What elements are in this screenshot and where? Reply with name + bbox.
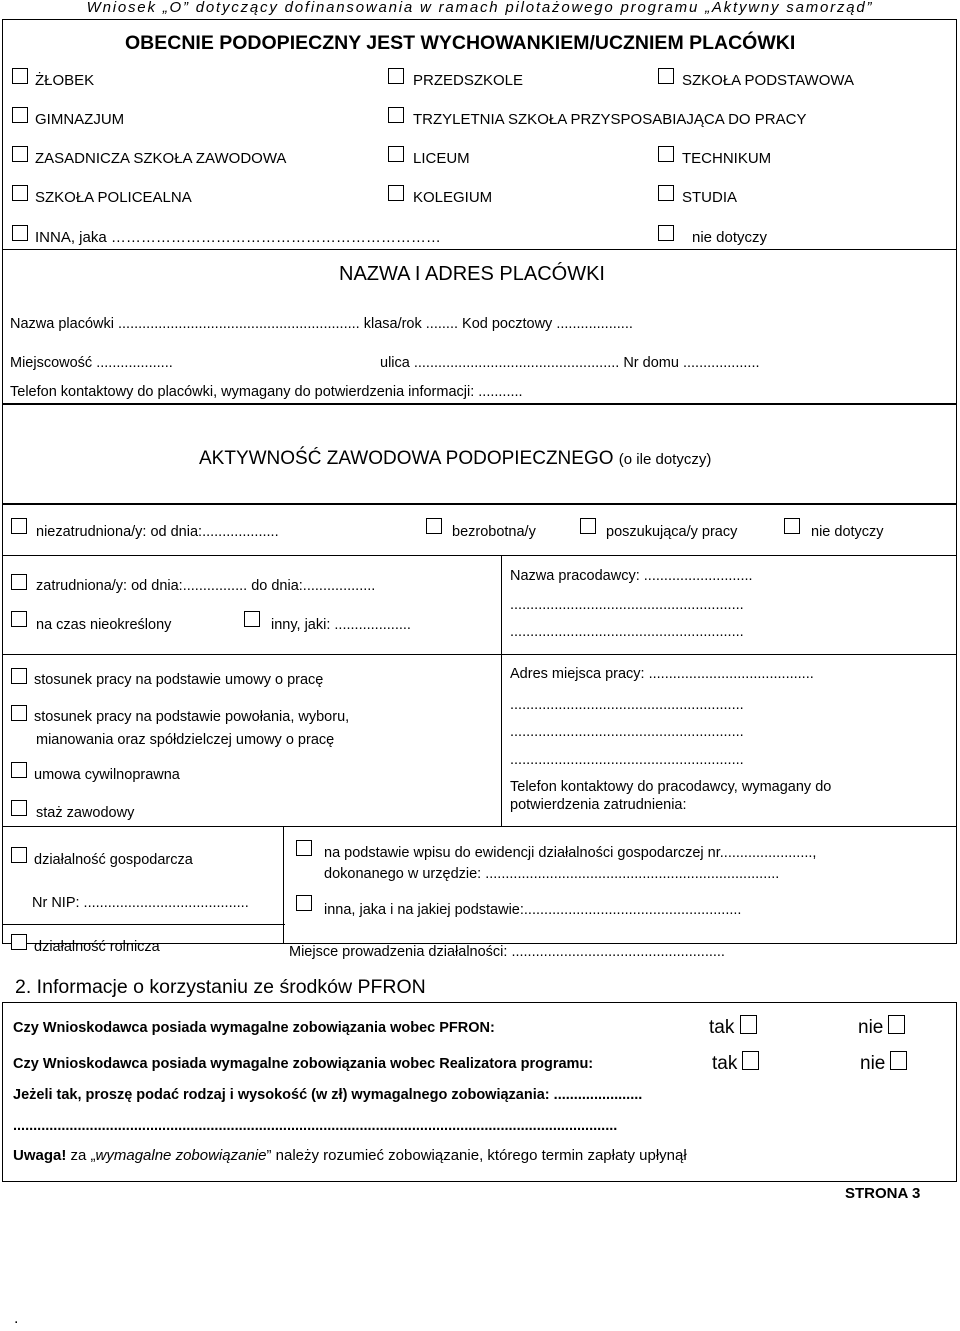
label-nie-dotyczy-placowka: nie dotyczy: [692, 229, 768, 246]
note-text-b: wymagalne zobowiązanie: [95, 1147, 267, 1164]
label-cywilnoprawna: umowa cywilnoprawna: [34, 767, 180, 783]
workplace-dots2: ..........................................................: [510, 724, 744, 740]
label-wpis-ewidencja-b: dokonanego w urzędzie: .........................................................................: [324, 866, 780, 882]
employer-phone-a: Telefon kontaktowy do pracodawcy, wymagany do: [510, 779, 832, 795]
page-number: STRONA 3: [845, 1185, 921, 1202]
label-inna-podstawa: inna, jaka i na jakiej podstawie:......................................................: [324, 902, 742, 918]
activity-note: (o ile dotyczy): [618, 451, 712, 468]
checkbox-nie-dotyczy-aktywnosc[interactable]: [784, 518, 800, 534]
label-powolanie-a: stosunek pracy na podstawie powołania, wyboru,: [34, 709, 350, 725]
checkbox-powolanie[interactable]: [11, 705, 27, 721]
divider: [2, 826, 957, 827]
label-zlobek: ŻŁOBEK: [35, 72, 95, 89]
checkbox-zasadnicza[interactable]: [12, 146, 28, 162]
document-header: Wniosek „O” dotyczący dofinansowania w ramach pilotażowego programu „Aktywny samorząd”: [86, 0, 874, 16]
employer-name: Nazwa pracodawcy: ...........................: [510, 568, 753, 584]
checkbox-szkola-podstawowa[interactable]: [658, 68, 674, 84]
employer-name-dots1: ..........................................................: [510, 597, 744, 613]
label-niezatrudniona: niezatrudniona/y: od dnia:...................: [36, 524, 279, 540]
note-text-a: za „: [66, 1147, 96, 1164]
label-policealna: SZKOŁA POLICEALNA: [35, 189, 192, 206]
pfron-q2-no-label: nie: [860, 1053, 886, 1074]
checkbox-czas-nieokreslony[interactable]: [11, 611, 27, 627]
checkbox-dzialalnosc-rolnicza[interactable]: [11, 934, 27, 950]
institution-name-line: Nazwa placówki ............................................................ klasa/rok ........ Kod pocztowy ...................: [10, 316, 633, 332]
label-staz: staż zawodowy: [36, 805, 135, 821]
note-label: Uwaga!: [13, 1147, 67, 1164]
checkbox-poszukujaca[interactable]: [580, 518, 596, 534]
label-inna: INNA, jaka …………………………………………………………: [35, 229, 441, 246]
checkbox-pfron-q2-yes[interactable]: [742, 1051, 759, 1070]
checkbox-trzyletnia[interactable]: [388, 107, 404, 123]
label-bezrobotna: bezrobotna/y: [452, 524, 536, 540]
checkbox-staz[interactable]: [11, 800, 27, 816]
checkbox-pfron-q2-no[interactable]: [890, 1051, 907, 1070]
business-place: Miejsce prowadzenia działalności: .....................................................: [289, 944, 725, 960]
checkbox-policealna[interactable]: [12, 185, 28, 201]
checkbox-inna-podstawa[interactable]: [296, 895, 312, 911]
checkbox-przedszkole[interactable]: [388, 68, 404, 84]
checkbox-liceum[interactable]: [388, 146, 404, 162]
divider: [2, 249, 957, 250]
checkbox-dzialalnosc-gospodarcza[interactable]: [11, 847, 27, 863]
checkbox-kolegium[interactable]: [388, 185, 404, 201]
label-umowa-o-prace: stosunek pracy na podstawie umowy o pracę: [34, 672, 324, 688]
label-czas-nieokreslony: na czas nieokreślony: [36, 617, 172, 633]
institution-title: OBECNIE PODOPIECZNY JEST WYCHOWANKIEM/UCZNIEM PLACÓWKI: [125, 32, 796, 54]
checkbox-cywilnoprawna[interactable]: [11, 762, 27, 778]
checkbox-inny[interactable]: [244, 611, 260, 627]
pfron-section-title: 2. Informacje o korzystaniu ze środków PFRON: [15, 976, 426, 998]
label-inny: inny, jaki: ...................: [271, 617, 411, 633]
pfron-question-2: Czy Wnioskodawca posiada wymagalne zobowiązania wobec Realizatora programu:: [13, 1056, 594, 1072]
label-gimnazjum: GIMNAZJUM: [35, 111, 125, 128]
label-liceum: LICEUM: [413, 150, 470, 167]
label-poszukujaca: poszukująca/y pracy: [606, 524, 738, 540]
activity-title-wrap: [199, 448, 711, 470]
label-powolanie-b: mianowania oraz spółdzielczej umowy o pracę: [36, 732, 335, 748]
divider: [283, 826, 284, 944]
checkbox-zlobek[interactable]: [12, 68, 28, 84]
employer-phone-b: potwierdzenia zatrudnienia:: [510, 797, 687, 813]
workplace-address: Adres miejsca pracy: .........................................: [510, 666, 814, 682]
pfron-question-3: Jeżeli tak, proszę podać rodzaj i wysokość (w zł) wymagalnego zobowiązania: ......................: [13, 1087, 643, 1103]
checkbox-gimnazjum[interactable]: [12, 107, 28, 123]
label-technikum: TECHNIKUM: [682, 150, 772, 167]
label-dzialalnosc-gospodarcza: działalność gospodarcza: [34, 852, 193, 868]
pfron-q2-yes-label: tak: [712, 1053, 738, 1074]
checkbox-nie-dotyczy-placowka[interactable]: [658, 225, 674, 241]
checkbox-pfron-q1-yes[interactable]: [740, 1015, 757, 1034]
pfron-q1-yes-label: tak: [709, 1017, 735, 1038]
institution-street: ulica ................................................... Nr domu ...................: [380, 355, 760, 371]
divider: [2, 654, 957, 655]
checkbox-technikum[interactable]: [658, 146, 674, 162]
activity-title: AKTYWNOŚĆ ZAWODOWA PODOPIECZNEGO: [199, 448, 614, 469]
label-trzyletnia: TRZYLETNIA SZKOŁA PRZYSPOSABIAJĄCA DO PRACY: [413, 111, 807, 128]
workplace-dots1: ..........................................................: [510, 697, 744, 713]
institution-city: Miejscowość ...................: [10, 355, 173, 371]
employer-name-dots2: ..........................................................: [510, 624, 744, 640]
address-title: NAZWA I ADRES PLACÓWKI: [339, 263, 605, 285]
label-nie-dotyczy-aktywnosc: nie dotyczy: [811, 524, 884, 540]
institution-phone: Telefon kontaktowy do placówki, wymagany do potwierdzenia informacji: ...........: [10, 384, 523, 400]
pfron-question-3-dots: ......................................................................................................................................................: [13, 1118, 618, 1134]
label-zatrudniona: zatrudniona/y: od dnia:................ do dnia:..................: [36, 578, 376, 594]
checkbox-inna[interactable]: [12, 225, 28, 241]
checkbox-niezatrudniona[interactable]: [11, 518, 27, 534]
nip-field: Nr NIP: .........................................: [32, 895, 249, 911]
label-zasadnicza: ZASADNICZA SZKOŁA ZAWODOWA: [35, 150, 287, 167]
label-dzialalnosc-rolnicza: działalność rolnicza: [34, 939, 160, 955]
label-szkola-podstawowa: SZKOŁA PODSTAWOWA: [682, 72, 854, 89]
label-studia: STUDIA: [682, 189, 738, 206]
divider: [2, 924, 285, 925]
pfron-q1-no-label: nie: [858, 1017, 884, 1038]
pfron-note: [13, 1147, 687, 1164]
checkbox-wpis-ewidencja[interactable]: [296, 840, 312, 856]
pfron-question-1: Czy Wnioskodawca posiada wymagalne zobowiązania wobec PFRON:: [13, 1020, 495, 1036]
checkbox-zatrudniona[interactable]: [11, 574, 27, 590]
workplace-dots3: ..........................................................: [510, 752, 744, 768]
label-kolegium: KOLEGIUM: [413, 189, 493, 206]
checkbox-umowa-o-prace[interactable]: [11, 668, 27, 684]
checkbox-bezrobotna[interactable]: [426, 518, 442, 534]
checkbox-studia[interactable]: [658, 185, 674, 201]
divider: [2, 555, 957, 556]
note-text-c: ” należy rozumieć zobowiązanie, którego termin zapłaty upłynął: [266, 1147, 687, 1164]
checkbox-pfron-q1-no[interactable]: [888, 1015, 905, 1034]
label-wpis-ewidencja-a: na podstawie wpisu do ewidencji działalności gospodarczej nr.......................,: [324, 845, 817, 861]
label-przedszkole: PRZEDSZKOLE: [413, 72, 524, 89]
divider: [501, 555, 502, 826]
footer-dot: .: [14, 1310, 19, 1327]
